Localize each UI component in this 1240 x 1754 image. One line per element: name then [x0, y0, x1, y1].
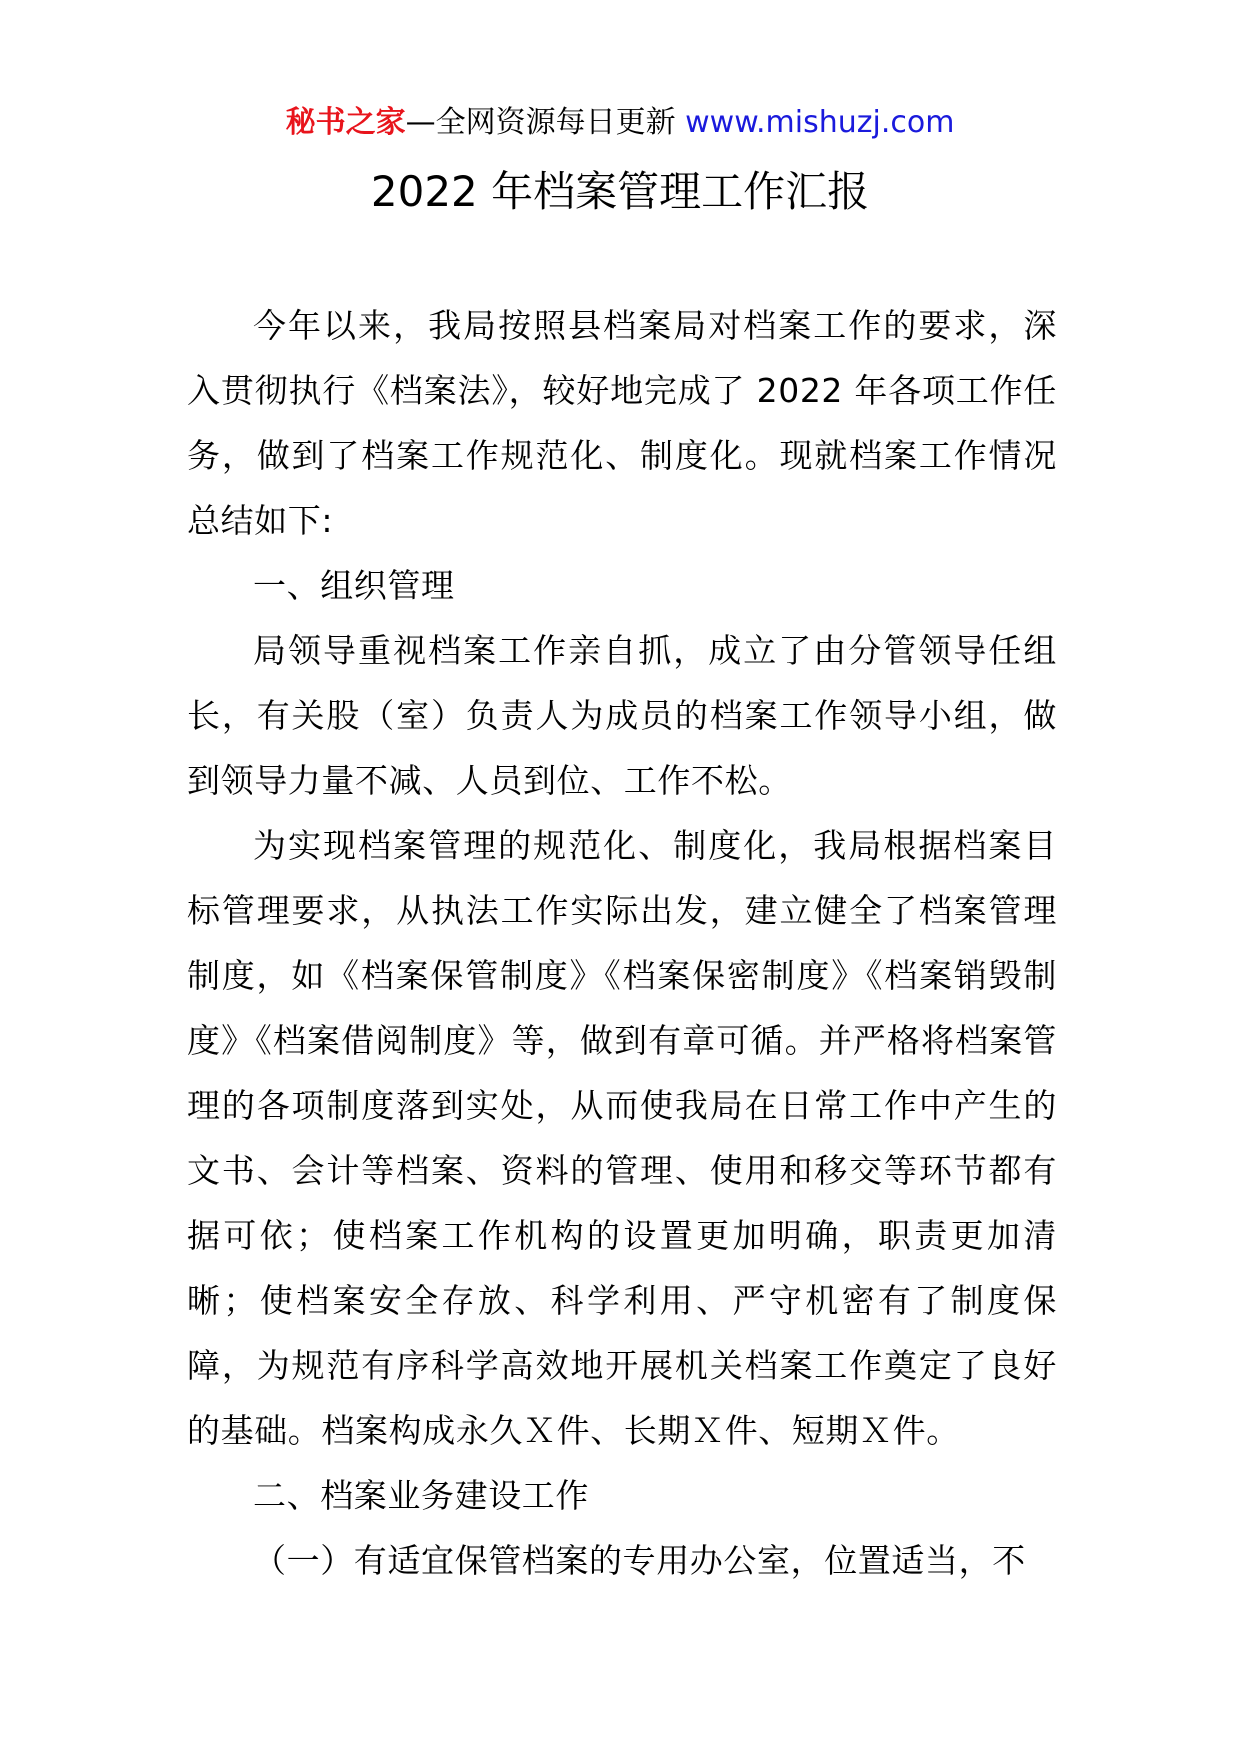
site-header: [0, 103, 1240, 143]
section-heading-business: 二、档案业务建设工作: [253, 1476, 589, 1515]
document-body: [187, 293, 1057, 1593]
site-tagline: —全网资源每日更新: [405, 105, 676, 140]
paragraph-regulations: 为实现档案管理的规范化、制度化，我局根据档案目标管理要求，从执法工作实际出发，建立健全了档案管理制度，如《档案保管制度》《档案保密制度》《档案销毁制度》《档案借阅制度》等，做到有章可循。并严格将档案管理的各项制度落到实处，从而使我局在日常工作中产生的文书、会计等档案、资料的管理、使用和移交等环节都有据可依；使档案工作机构的设置更加明确，职责更加清晰；使档案安全存放、科学利用、严守机密有了制度保障，为规范有序科学高效地开展机关档案工作奠定了良好的基础。档案构成永久Ｘ件、长期Ｘ件、短期Ｘ件。: [187, 826, 1057, 1450]
section-heading-organization: 一、组织管理: [253, 566, 455, 605]
paragraph-office: （一）有适宜保管档案的专用办公室，位置适当，不: [253, 1541, 1026, 1580]
site-brand: 秘书之家: [285, 105, 406, 140]
site-url-link[interactable]: www.mishuzj.com: [685, 105, 955, 140]
paragraph-intro: 今年以来，我局按照县档案局对档案工作的要求，深入贯彻执行《档案法》，较好地完成了 2022 年各项工作任务，做到了档案工作规范化、制度化。现就档案工作情况总结如下:: [187, 306, 1057, 540]
paragraph-leadership: 局领导重视档案工作亲自抓，成立了由分管领导任组长，有关股（室）负责人为成员的档案工作领导小组，做到领导力量不减、人员到位、工作不松。: [187, 631, 1057, 800]
document-title: 2022 年档案管理工作汇报: [370, 167, 870, 216]
